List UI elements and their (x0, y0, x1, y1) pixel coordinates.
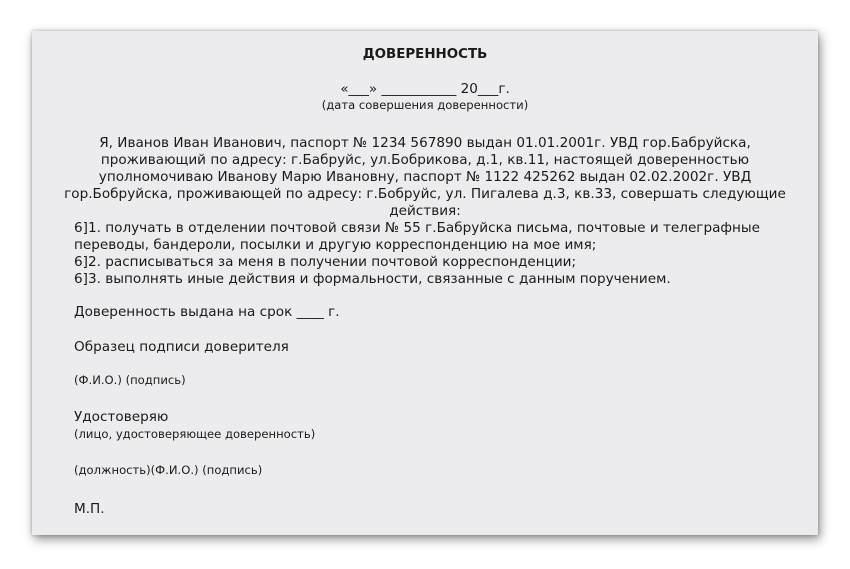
document-title: ДОВЕРЕННОСТЬ (362, 47, 488, 62)
signature-sample-label: Образец подписи доверителя (74, 339, 289, 355)
list-item: 6]2. расписываться за меня в получении почтовой корреспонденции; (74, 254, 577, 270)
body-line: гор.Бобруйска, проживающей по адресу: г.Бобруйс, ул. Пигалева д.3, кв.33, совершать следующие (64, 186, 786, 202)
document-page (32, 31, 818, 535)
date-line: «___» ___________ 20___г. (340, 81, 510, 97)
list-item: 6]3. выполнять иные действия и формальности, связанные с данным поручением. (74, 271, 671, 287)
body-line: Я, Иванов Иван Иванович, паспорт № 1234 567890 выдан 01.01.2001г. УВД гор.Бабруйска, (99, 135, 751, 151)
certify-caption: (лицо, удостоверяющее доверенность) (74, 427, 316, 441)
body-line: действия: (389, 203, 461, 219)
official-caption: (должность)(Ф.И.О.) (подпись) (74, 463, 263, 477)
date-caption: (дата совершения доверенности) (321, 98, 529, 112)
body-line: уполномочиваю Иванову Марю Ивановну, паспорт № 1122 425262 выдан 02.02.2002г. УВД (98, 169, 752, 185)
body-line: проживающий по адресу: г.Бабруйс, ул.Бобрикова, д.1, кв.11, настоящей доверенностью (100, 152, 750, 168)
list-item: 6]1. получать в отделении почтовой связи № 55 г.Бабруйска письма, почтовые и телеграфные (74, 220, 761, 236)
list-item: переводы, бандероли, посылки и другую корреспонденцию на мое имя; (74, 237, 597, 253)
certify-label: Удостоверяю (74, 409, 169, 425)
seal-label: М.П. (74, 501, 105, 517)
term-line: Доверенность выдана на срок ____ г. (74, 304, 340, 320)
signature-caption: (Ф.И.О.) (подпись) (74, 373, 186, 387)
